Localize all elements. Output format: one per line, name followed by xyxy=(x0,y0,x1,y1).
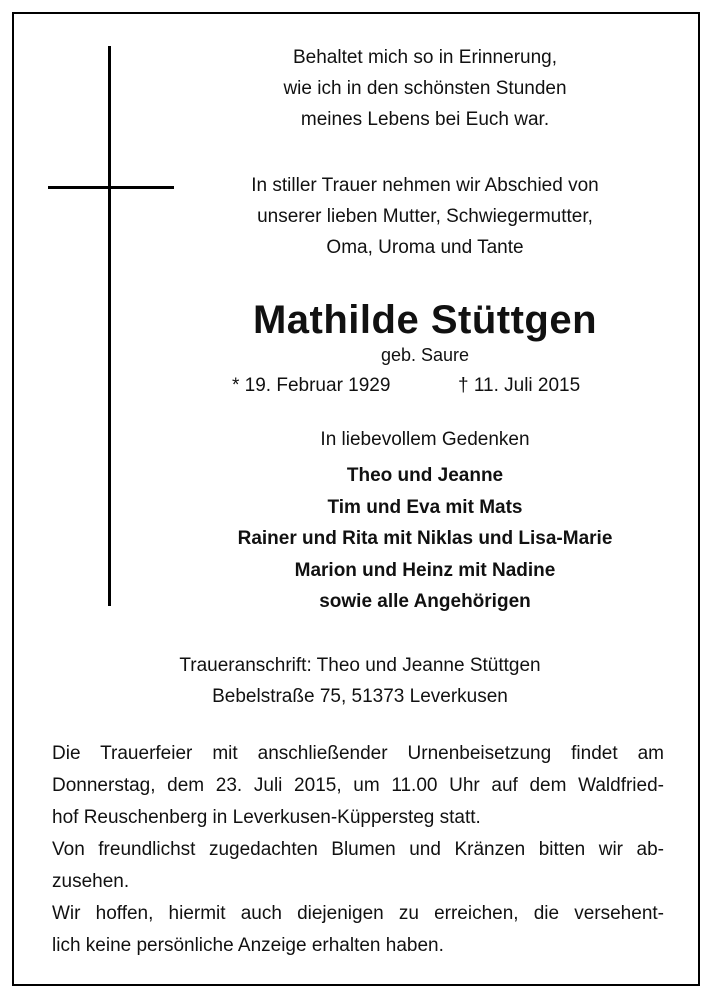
mourner-entry: Tim und Eva mit Mats xyxy=(327,496,523,518)
paragraph-line: Von freundlichst zugedachten Blumen und Kränzen bitten wir ab- xyxy=(52,839,664,860)
quote-line: Behaltet mich so in Erinnerung, xyxy=(292,47,558,68)
paragraph-line: zusehen. xyxy=(52,871,130,892)
intro-text xyxy=(195,170,655,263)
notice-paragraph xyxy=(52,898,664,962)
birth-name: geb. Saure xyxy=(380,345,470,365)
paragraph-line: Donnerstag, dem 23. Juli 2015, um 11.00 Uhr auf dem Waldfried- xyxy=(52,775,664,796)
mourner-entry: sowie alle Angehörigen xyxy=(319,591,531,612)
cross-icon-bar xyxy=(48,186,174,189)
cross-icon xyxy=(108,46,111,606)
memory-line: In liebevollem Gedenken xyxy=(320,429,530,450)
mourner-entry: Rainer und Rita mit Niklas und Lisa-Marie xyxy=(237,528,613,549)
birth-date: * 19. Februar 1929 xyxy=(232,375,391,396)
flowers-paragraph xyxy=(52,834,664,898)
address-line: Traueranschrift: Theo und Jeanne Stüttgen xyxy=(179,655,541,676)
paragraph-line: hof Reuschenberg in Leverkusen-Küppersteg statt. xyxy=(52,807,481,828)
paragraph-line: Wir hoffen, hiermit auch diejenigen zu erreichen, die versehent- xyxy=(52,903,664,924)
intro-line: Oma, Uroma und Tante xyxy=(326,237,524,258)
intro-line: In stiller Trauer nehmen wir Abschied von xyxy=(251,175,599,196)
mourner-entry: Theo und Jeanne xyxy=(346,465,504,486)
quote-line: meines Lebens bei Euch war. xyxy=(300,109,550,130)
death-date: † 11. Juli 2015 xyxy=(458,375,581,396)
intro-line: unserer lieben Mutter, Schwiegermutter, xyxy=(257,206,593,227)
mourners-list xyxy=(150,460,700,618)
mourner-entry: Marion und Heinz mit Nadine xyxy=(294,559,556,581)
mourning-address xyxy=(120,650,600,712)
paragraph-line: lich keine persönliche Anzeige erhalten haben. xyxy=(52,935,444,956)
deceased-name: Mathilde Stüttgen xyxy=(252,298,598,342)
address-line: Bebelstraße 75, 51373 Leverkusen xyxy=(212,686,508,707)
memorial-quote xyxy=(200,42,650,135)
quote-line: wie ich in den schönsten Stunden xyxy=(283,78,567,99)
paragraph-line: Die Trauerfeier mit anschließender Urnenbeisetzung findet am xyxy=(52,743,664,764)
ceremony-paragraph xyxy=(52,738,664,834)
